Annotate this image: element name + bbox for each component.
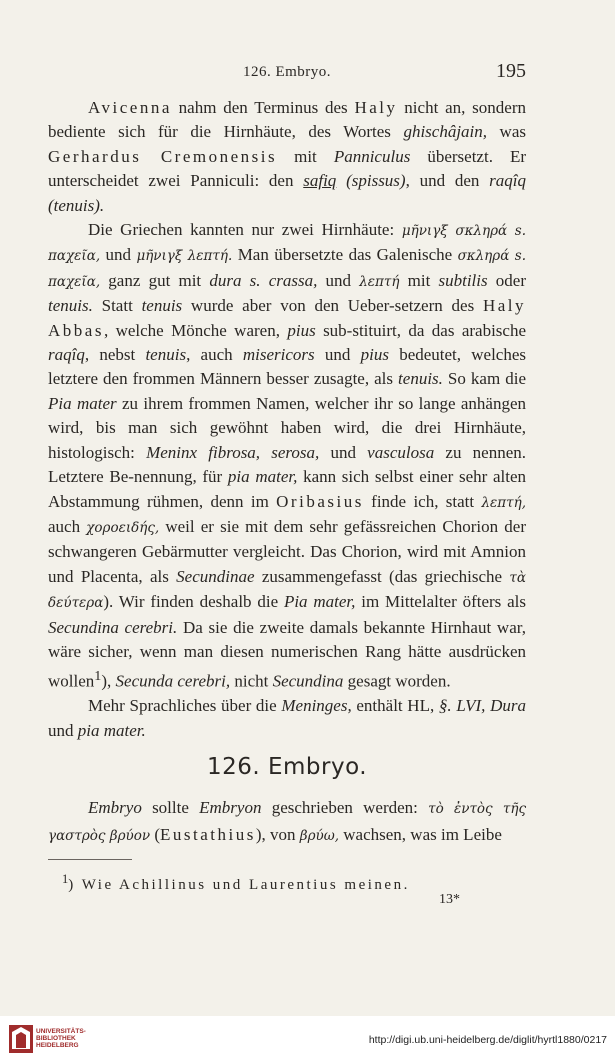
text-run: und xyxy=(100,245,137,265)
paragraph-3 xyxy=(48,694,526,743)
text-run: ), von xyxy=(255,825,300,844)
running-header xyxy=(48,60,526,86)
footnote-mark: 1 xyxy=(94,668,102,685)
text-run: Da sie die zweite damals bekannte Hirnhaut war, wäre sicher, wenn man diesen numerischen Rang hätte ausdrücken wollen xyxy=(48,617,526,691)
text-run: zusammengefasst (das griechische xyxy=(254,566,510,586)
footnote xyxy=(62,872,410,894)
text-run: und xyxy=(317,270,360,290)
text-run: wurde aber von den Ueber-setzern des xyxy=(182,296,483,316)
text-run: So kam die xyxy=(442,369,526,389)
name-oribasius: Oribasius xyxy=(276,491,364,511)
text-run: , welche Mönche waren, xyxy=(103,320,288,340)
text-run: kann sich selbst einer sehr alten Abstammung rühmen, denn im xyxy=(48,467,527,511)
term-secunda-cerebri: Secunda cerebri, xyxy=(115,672,231,691)
term-tenuis: tenuis xyxy=(141,296,183,316)
term-pia-mater: pia mater, xyxy=(227,467,298,487)
term-misericors: misericors xyxy=(242,345,315,365)
footnote-number: 1 xyxy=(62,872,69,886)
greek-term: μῆνιγξ λεπτή. xyxy=(136,248,233,265)
text-run: bedeutet, welches letztere den frommen Männern besser zusagte, als xyxy=(48,345,527,389)
term-meninges: Meninges, xyxy=(281,696,352,716)
term-secundinae: Secundinae xyxy=(176,566,255,586)
text-run: ), xyxy=(101,672,116,691)
text-run: im Mittelalter öfters als xyxy=(355,592,526,612)
text-run: geschrieben werden: xyxy=(261,798,429,817)
term-embryon: Embryon xyxy=(199,798,262,817)
term-raqiq: raqîq (tenuis). xyxy=(48,171,527,215)
text-run: wachsen, was im Leibe xyxy=(339,825,502,844)
term-raqiq: raqîq xyxy=(48,345,85,365)
library-footer xyxy=(0,1016,615,1060)
text-run: finde ich, statt xyxy=(363,491,482,511)
text-run: mit xyxy=(277,146,334,166)
text-run: Mehr Sprachliches über die xyxy=(88,696,282,716)
text-run: zu ihrem frommen Namen, welcher ihr so lange anhängen wird, bis man sich gewöhnt haben wird, die drei Hirnhäute, histologisch: xyxy=(48,393,526,462)
term-dura: dura s. crassa, xyxy=(209,270,318,290)
name-gerhardus: Gerhardus Cremonensis xyxy=(48,146,278,166)
text-run: sub-stituirt, da das arabische xyxy=(315,320,527,340)
footnote-text: ) Wie Achillinus und Laurentius meinen. xyxy=(68,877,410,893)
name-haly-abbas: Haly Abbas xyxy=(48,296,526,340)
section-heading: 126. Embryo. xyxy=(206,754,368,780)
term-subtilis: subtilis xyxy=(438,270,488,290)
text-run: nahm den Terminus des xyxy=(171,98,355,117)
footnote-rule xyxy=(48,859,132,860)
term-tenuis: tenuis. xyxy=(398,369,443,389)
name-eustathius: Eustathius xyxy=(160,825,256,844)
text-run: und xyxy=(319,442,368,462)
text-run: übersetzt. Er unterscheidet zwei Panniculi: den xyxy=(48,146,527,191)
text-run: , und den xyxy=(405,171,490,191)
term-secundina-cerebri: Secundina cerebri. xyxy=(48,617,178,637)
text-run: ( xyxy=(150,825,160,844)
term-ghischajain: ghischâjain, xyxy=(403,122,488,142)
text-run: Die Griechen kannten nur zwei Hirnhäute: xyxy=(88,220,402,240)
body-text xyxy=(48,96,526,743)
paragraph-2 xyxy=(48,218,526,694)
running-title: 126. Embryo. xyxy=(242,64,332,80)
library-name: UNIVERSITÄTS- BIBLIOTHEK HEIDELBERG xyxy=(36,1028,86,1049)
text-run: ganz gut mit xyxy=(100,270,210,290)
source-url[interactable]: http://digi.ub.uni-heidelberg.de/diglit/hyrtl1880/0217 xyxy=(368,1034,607,1046)
text-run: und xyxy=(314,345,361,365)
term-meninx: Meninx fibrosa, serosa, xyxy=(146,442,320,462)
text-run: nicht an, sondern bediente sich für die Hirnhäute, des Wortes xyxy=(48,98,526,142)
greek-term: τὰ δεύτερα xyxy=(48,569,526,612)
text-run: ). Wir finden deshalb die xyxy=(103,592,284,612)
text-run: , nebst xyxy=(84,345,146,365)
greek-term: μῆνιγξ σκληρά s. παχεῖα, xyxy=(48,223,526,265)
term-panniculus: Panniculus xyxy=(333,146,411,166)
text-run: nicht xyxy=(230,672,273,691)
text-run: mit xyxy=(399,270,439,290)
term-reference: §. LVI, Dura xyxy=(438,696,526,716)
greek-term: τὸ ἐντὸς τῆς γαστρὸς βρύον xyxy=(48,801,527,844)
page-number: 195 xyxy=(496,60,526,82)
term-embryo: Embryo xyxy=(88,798,142,817)
name-haly: Haly xyxy=(354,98,398,117)
library-logo-icon xyxy=(8,1024,34,1054)
text-run: und xyxy=(48,720,78,740)
greek-term: λεπτή, xyxy=(481,494,527,511)
name-avicenna: Avicenna xyxy=(88,98,172,117)
text-run: gesagt worden. xyxy=(343,672,451,691)
text-run: enthält HL, xyxy=(351,696,439,716)
text-run: , auch xyxy=(186,345,243,365)
body-text-2 xyxy=(48,795,526,849)
text-run: zu nennen. Letztere Be-nennung, für xyxy=(48,442,526,487)
greek-term: σκληρά s. παχεῖα, xyxy=(48,248,526,290)
term-tenuis: tenuis xyxy=(145,345,187,365)
paragraph-4 xyxy=(48,795,526,849)
term-pia-mater: Pia mater xyxy=(48,393,117,413)
text-run: auch xyxy=(48,516,87,536)
term-pia-mater: Pia mater, xyxy=(283,592,356,612)
text-run: weil er sie mit dem sehr gefässreichen Chorion der schwangeren Gebärmutter vergleicht. Das Chorion, wird mit Amnion und Placenta, als xyxy=(48,516,526,586)
text-run: oder xyxy=(487,270,527,290)
greek-term: λεπτή xyxy=(359,273,400,290)
term-secundina: Secundina xyxy=(272,672,344,691)
text-run: was xyxy=(487,122,526,142)
term-vasculosa: vasculosa xyxy=(367,442,435,462)
term-pia-mater: pia mater. xyxy=(77,720,146,740)
greek-term: χοροειδής, xyxy=(86,519,160,536)
term-safiq: safiq xyxy=(303,171,337,191)
term-pius: pius xyxy=(360,345,389,365)
greek-term: βρύω, xyxy=(299,828,340,844)
paragraph-1 xyxy=(48,96,526,218)
text-run: sollte xyxy=(141,798,200,817)
term-pius: pius xyxy=(287,320,316,340)
text-run: Statt xyxy=(92,296,142,316)
term-tenuis: tenuis. xyxy=(48,296,93,316)
term-spissus: (spissus) xyxy=(336,171,406,191)
signature-mark: 13* xyxy=(439,892,460,907)
text-run: Man übersetzte das Galenische xyxy=(232,245,458,265)
